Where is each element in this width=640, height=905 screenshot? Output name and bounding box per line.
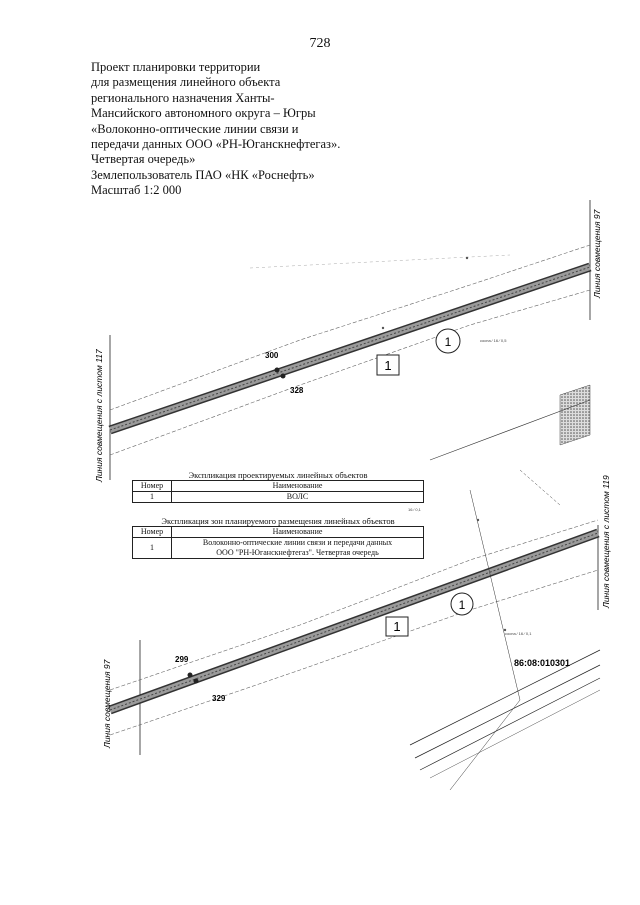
match-line-label-top-right: Линия совмещения 97 xyxy=(592,209,602,298)
table-cell-number: 1 xyxy=(133,492,172,503)
title-line: регионального назначения Ханты- xyxy=(91,90,275,105)
point-label-329: 329 xyxy=(212,694,226,703)
explication-zones-caption: Экспликация зон планируемого размещения линейных объектов xyxy=(161,516,395,526)
title-line: для размещения линейного объекта xyxy=(91,75,281,90)
object-label-bottom: 1 xyxy=(393,619,401,634)
table-header-number: Номер xyxy=(133,481,172,492)
table-cell-number: 1 xyxy=(133,538,172,559)
title-line: Четвертая очередь» xyxy=(91,152,196,167)
svg-text:сосна ⁄ 16 ⁄ 0,5: сосна ⁄ 16 ⁄ 0,5 xyxy=(480,338,507,343)
point-299 xyxy=(188,673,193,678)
land-user-line: Землепользователь ПАО «НК «Роснефть» xyxy=(91,167,315,182)
title-line: Проект планировки территории xyxy=(91,60,261,74)
point-label-299: 299 xyxy=(175,655,189,664)
point-329 xyxy=(194,679,199,684)
point-300 xyxy=(275,368,280,373)
zone-name-line-2: ООО "РН-Юганскнефтегаз". Четвертая очередь xyxy=(216,548,379,557)
match-line-label-bottom-right: Линия совмещения с листом 119 xyxy=(601,475,611,608)
match-line-label-top-left: Линия совмещения с листом 117 xyxy=(94,349,104,482)
point-label-300: 300 xyxy=(265,351,279,360)
point-label-328: 328 xyxy=(290,386,304,395)
match-line-label-bottom-left: Линия совмещения 97 xyxy=(102,659,112,748)
point-328 xyxy=(281,374,286,379)
title-line: «Волоконно-оптические линии связи и xyxy=(91,121,299,136)
cadastral-number: 86:08:010301 xyxy=(514,658,571,668)
svg-text:16 ⁄ 0,1: 16 ⁄ 0,1 xyxy=(408,507,421,512)
scale-line: Масштаб 1:2 000 xyxy=(91,183,182,198)
explication-objects-table xyxy=(132,470,424,503)
table-cell-name xyxy=(172,538,424,559)
table-cell-name: ВОЛС xyxy=(172,492,424,503)
table-header-name: Наименование xyxy=(172,481,424,492)
zone-name-line-1: Волоконно-оптические линии связи и передачи данных xyxy=(202,538,393,547)
table-header-number: Номер xyxy=(133,527,172,538)
svg-text:сосна ⁄ 16 ⁄ 0,1: сосна ⁄ 16 ⁄ 0,1 xyxy=(505,631,532,636)
explication-zones-table xyxy=(132,516,424,559)
explication-objects-caption: Экспликация проектируемых линейных объектов xyxy=(188,470,368,480)
title-line: передачи данных ООО «РН-Юганскнефтегаз». xyxy=(91,137,341,152)
zone-label-bottom: 1 xyxy=(458,598,466,612)
object-label-top: 1 xyxy=(384,358,392,373)
page-number: 728 xyxy=(309,36,331,51)
top-map-panel xyxy=(94,200,602,483)
table-header-name: Наименование xyxy=(172,527,424,538)
title-line: Мансийского автономного округа – Югры xyxy=(91,106,316,121)
zone-label-top: 1 xyxy=(444,335,452,349)
